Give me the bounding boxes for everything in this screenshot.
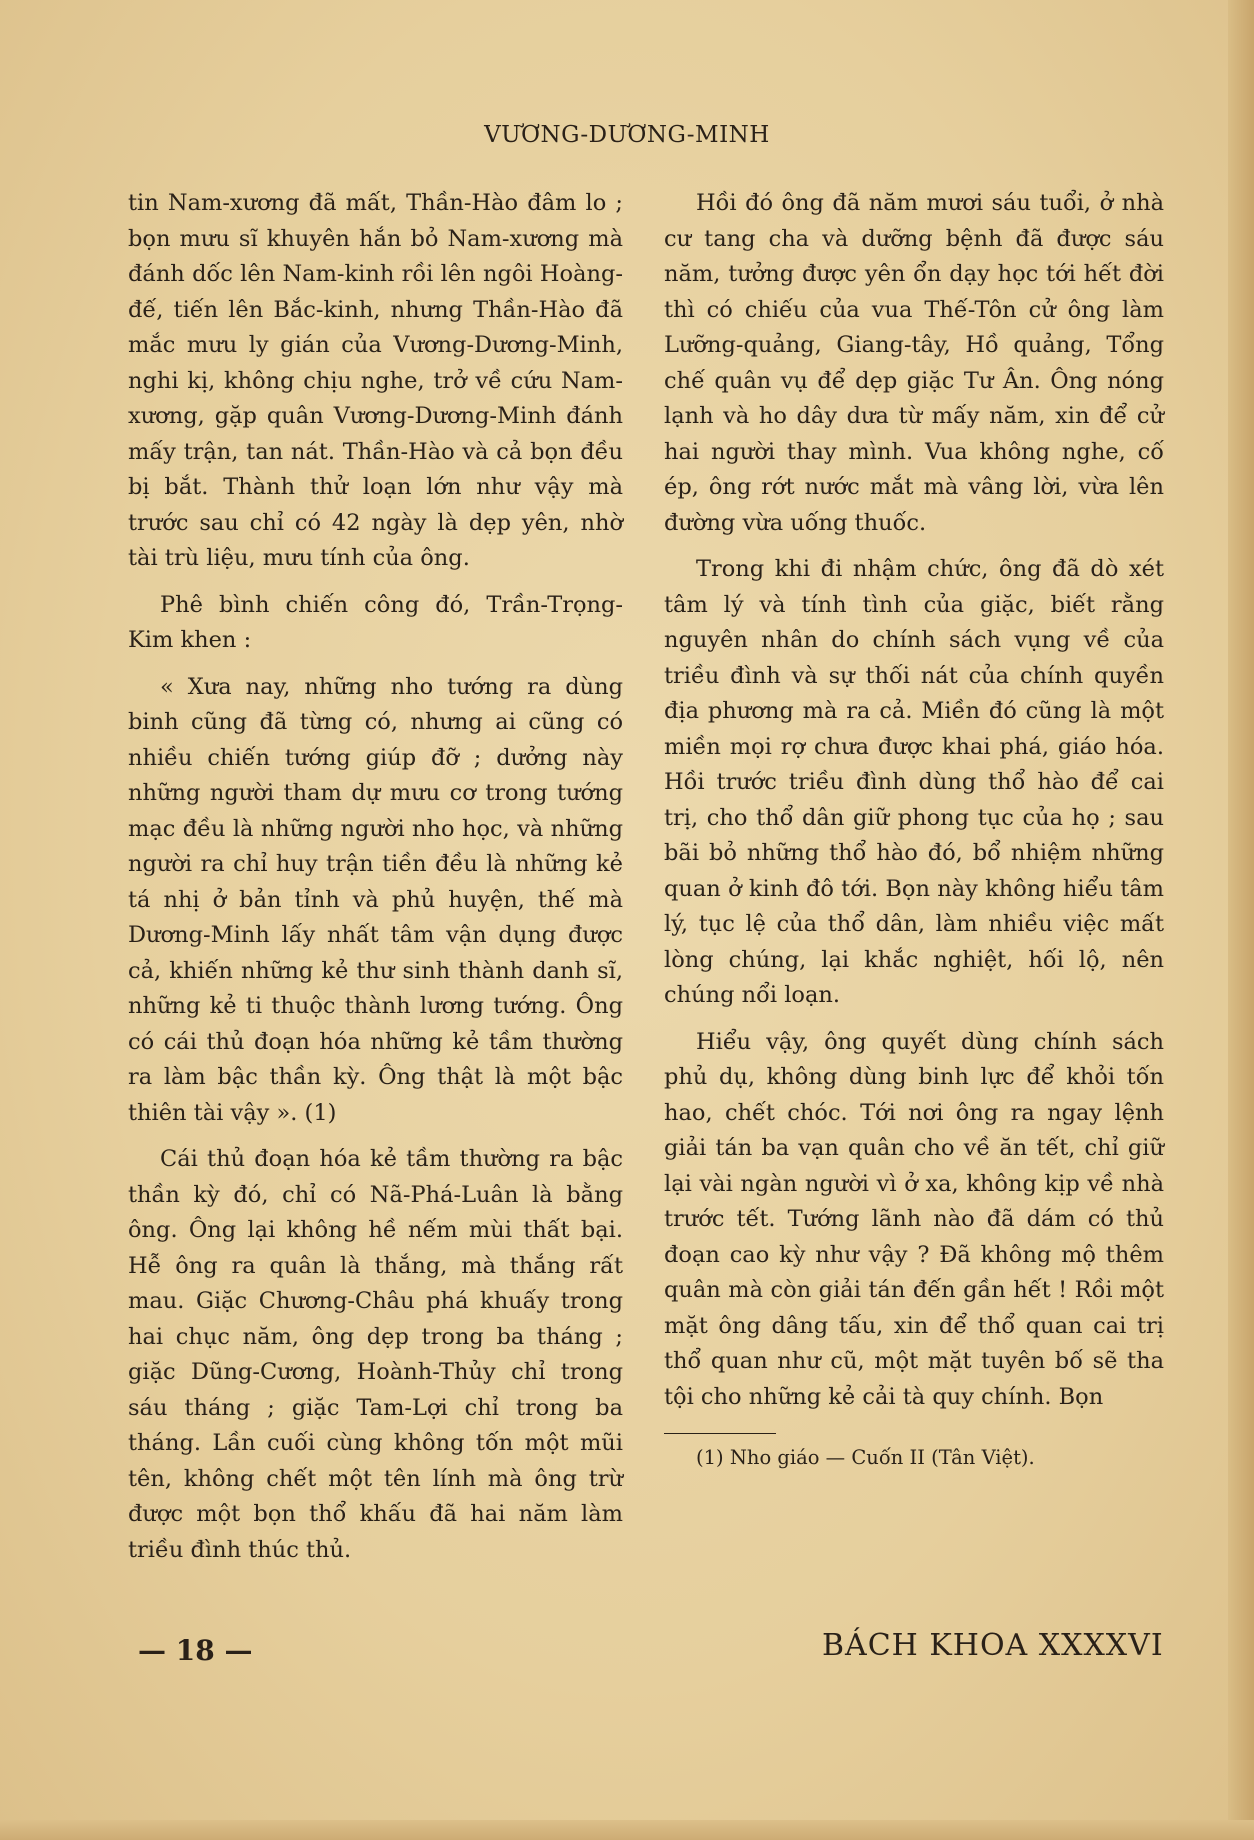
page-edge-shadow <box>1228 0 1254 1840</box>
quotation-paragraph: « Xưa nay, những nho tướng ra dùng binh cũng đã từng có, nhưng ai cũng có nhiều chiến tướng giúp đỡ ; dưởng này những người tham dự mưu cơ trong tướng mạc đều là những người nho học, và những người ra chỉ huy trận tiền đều là những kẻ tá nhị ở bản tỉnh và phủ huyện, thế mà Dương-Minh lấy nhất tâm vận dụng được cả, khiến những kẻ thư sinh thành danh sĩ, những kẻ ti thuộc thành lương tướng. Ông có cái thủ đoạn hóa những kẻ tầm thường ra làm bậc thần kỳ. Ông thật là một bậc thiên tài vậy ». (1) <box>128 673 623 1126</box>
right-column <box>664 186 1164 1472</box>
journal-title: BÁCH KHOA XXXXVI <box>822 1628 1164 1663</box>
footnote: (1) Nho giáo — Cuốn II (Tân Việt). <box>696 1446 1035 1469</box>
paragraph: Phê bình chiến công đó, Trần-Trọng-Kim khen : <box>128 591 623 653</box>
paragraph: Trong khi đi nhậm chức, ông đã dò xét tâm lý và tính tình của giặc, biết rằng nguyên nhân do chính sách vụng về của triều đình và sự thối nát của chính quyền địa phương mà ra cả. Miền đó cũng là một miền mọi rợ chưa được khai phá, giáo hóa. Hồi trước triều đình dùng thổ hào để cai trị, cho thổ dân giữ phong tục của họ ; sau bãi bỏ những thổ hào đó, bổ nhiệm những quan ở kinh đô tới. Bọn này không hiểu tâm lý, tục lệ của thổ dân, làm nhiều việc mất lòng chúng, lại khắc nghiệt, hối lộ, nên chúng nổi loạn. <box>664 556 1164 1008</box>
paragraph: Hiểu vậy, ông quyết dùng chính sách phủ dụ, không dùng binh lực để khỏi tốn hao, chết chóc. Tới nơi ông ra ngay lệnh giải tán ba vạn quân cho về ăn tết, chỉ giữ lại vài ngàn người vì ở xa, không kịp về nhà trước tết. Tướng lãnh nào đã dám có thủ đoạn cao kỳ như vậy ? Đã không mộ thêm quân mà còn giải tán đến gần hết ! Rồi một mặt ông dâng tấu, xin để thổ quan cai trị thổ quan như cũ, một mặt tuyên bố sẽ tha tội cho những kẻ cải tà quy chính. Bọn <box>664 1028 1164 1410</box>
paragraph: Hồi đó ông đã năm mươi sáu tuổi, ở nhà cư tang cha và dưỡng bệnh đã được sáu năm, tưởng được yên ổn dạy học tới hết đời thì có chiếu của vua Thế-Tôn cử ông làm Lưỡng-quảng, Giang-tây, Hồ quảng, Tổng chế quân vụ để dẹp giặc Tư Ân. Ông nóng lạnh và ho dây dưa từ mấy năm, xin để cử hai người thay mình. Vua không nghe, cố ép, ông rớt nước mắt mà vâng lời, vừa lên đường vừa uống thuốc. <box>664 190 1164 536</box>
paragraph: tin Nam-xương đã mất, Thần-Hào đâm lo ; bọn mưu sĩ khuyên hắn bỏ Nam-xương mà đánh dốc lên Nam-kinh rồi lên ngôi Hoàng-đế, tiến lên Bắc-kinh, nhưng Thần-Hào đã mắc mưu ly gián của Vương-Dương-Minh, nghi kị, không chịu nghe, trở về cứu Nam-xương, gặp quân Vương-Dương-Minh đánh mấy trận, tan nát. Thần-Hào và cả bọn đều bị bắt. Thành thử loạn lớn như vậy mà trước sau chỉ có 42 ngày là dẹp yên, nhờ tài trù liệu, mưu tính của ông. <box>128 190 623 571</box>
footnote-rule <box>664 1433 776 1434</box>
page-number: — 18 — <box>138 1634 253 1667</box>
paragraph: Cái thủ đoạn hóa kẻ tầm thường ra bậc thần kỳ đó, chỉ có Nã-Phá-Luân là bằng ông. Ông lại không hề nếm mùi thất bại. Hễ ông ra quân là thắng, mà thắng rất mau. Giặc Chương-Châu phá khuấy trong hai chục năm, ông dẹp trong ba tháng ; giặc Dũng-Cương, Hoành-Thủy chỉ trong sáu tháng ; giặc Tam-Lợi chỉ trong ba tháng. Lần cuối cùng không tốn một mũi tên, không chết một tên lính mà ông trừ được một bọn thổ khấu đã hai năm làm triều đình thúc thủ. <box>128 1146 623 1563</box>
running-head: VƯƠNG-DƯƠNG-MINH <box>484 122 770 148</box>
left-column <box>128 186 623 1579</box>
page-bottom-edge <box>0 1820 1254 1840</box>
